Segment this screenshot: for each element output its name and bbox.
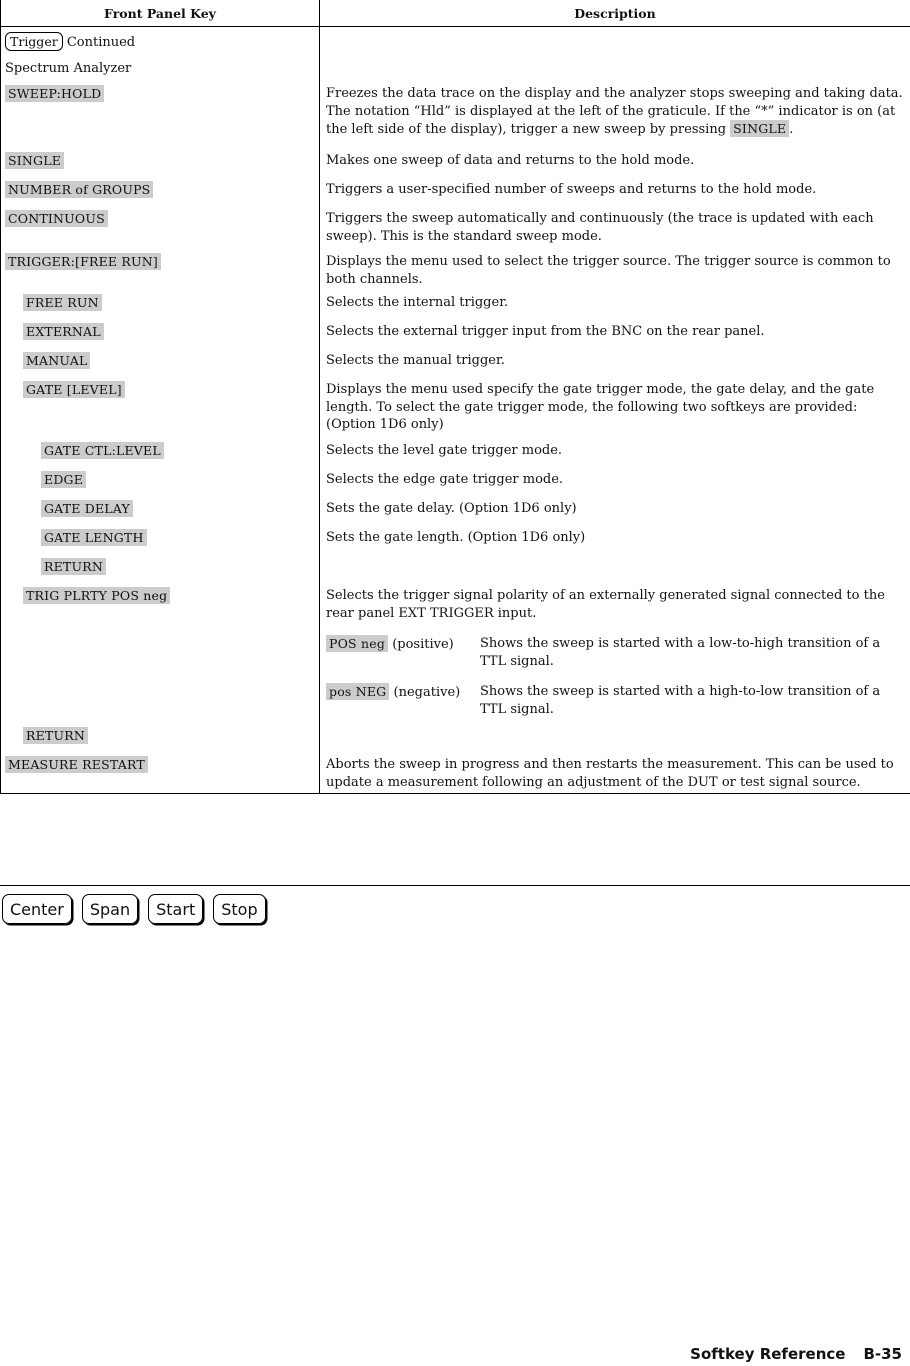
header-description: Description: [319, 0, 910, 26]
desc-sweep-hold: [326, 85, 906, 139]
softkey-number-of-groups[interactable]: NUMBER of GROUPS: [5, 181, 153, 198]
desc-gate-level: Displays the menu used specify the gate trigger mode, the gate delay, and the gate length. To select the gate trigger mode, the following two softkeys are provided: (Option 1D6 only): [326, 382, 875, 432]
desc-gate-ctl-level: Selects the level gate trigger mode.: [326, 443, 563, 458]
desc-single: Makes one sweep of data and returns to the hold mode.: [326, 153, 695, 168]
softkey-neg-pos[interactable]: pos NEG: [326, 683, 389, 700]
page-number: B-35: [863, 1345, 902, 1363]
key-column: [1, 27, 319, 793]
softkey-edge[interactable]: EDGE: [41, 471, 86, 488]
trigger-key-row: [5, 32, 135, 51]
desc-edge: Selects the edge gate trigger mode.: [326, 472, 564, 487]
softkey-pos-neg[interactable]: POS neg: [326, 635, 388, 652]
softkey-external[interactable]: EXTERNAL: [23, 323, 104, 340]
start-button[interactable]: Start: [148, 894, 203, 924]
softkey-return-outer[interactable]: RETURN: [23, 727, 88, 744]
softkey-gate-length[interactable]: GATE LENGTH: [41, 529, 147, 546]
desc-continuous: Triggers the sweep automatically and continuously (the trace is updated with each sweep). This is the standard sweep mode.: [326, 211, 874, 244]
table-header: [1, 0, 910, 27]
softkey-sweep-hold[interactable]: SWEEP:HOLD: [5, 85, 104, 102]
softkey-return-inner[interactable]: RETURN: [41, 558, 106, 575]
trigger-hardkey[interactable]: Trigger: [5, 32, 63, 51]
softkey-measure-restart[interactable]: MEASURE RESTART: [5, 756, 148, 773]
desc-sweep-hold-text: Freezes the data trace on the display and the analyzer stops sweeping and taking data. The notation “Hld” is displayed at the left of the graticule. If the “*” indicator is on (at the left side of the display), trigger a new sweep by pressing: [326, 86, 903, 137]
desc-sweep-hold-end: .: [789, 122, 794, 137]
header-front-panel-key: Front Panel Key: [104, 5, 216, 21]
desc-neg-pos: Shows the sweep is started with a high-to-low transition of a TTL signal.: [480, 684, 881, 717]
desc-gate-length: Sets the gate length. (Option 1D6 only): [326, 530, 586, 545]
continued-label: Continued: [66, 35, 136, 50]
desc-free-run: Selects the internal trigger.: [326, 295, 509, 310]
softkey-gate-ctl-level[interactable]: GATE CTL:LEVEL: [41, 442, 164, 459]
label-negative: (negative): [393, 685, 461, 700]
softkey-gate-delay[interactable]: GATE DELAY: [41, 500, 133, 517]
softkey-manual[interactable]: MANUAL: [23, 352, 90, 369]
softkey-trig-plrty[interactable]: TRIG PLRTY POS neg: [23, 587, 170, 604]
label-positive: (positive): [392, 637, 454, 652]
subrow-positive: [320, 635, 910, 675]
center-button[interactable]: Center: [2, 894, 72, 924]
desc-trig-plrty: Selects the trigger signal polarity of an externally generated signal connected to the rear panel EXT TRIGGER input.: [326, 588, 885, 621]
softkey-free-run[interactable]: FREE RUN: [23, 294, 102, 311]
desc-pos-neg: Shows the sweep is started with a low-to-high transition of a TTL signal.: [480, 636, 881, 669]
page-footer: [690, 1345, 902, 1363]
span-button[interactable]: Span: [82, 894, 138, 924]
subrow-negative: [320, 683, 910, 723]
desc-measure-restart: Aborts the sweep in progress and then restarts the measurement. This can be used to update a measurement following an adjustment of the DUT or test signal source.: [326, 757, 894, 790]
front-panel-buttons: [2, 894, 266, 924]
desc-manual: Selects the manual trigger.: [326, 353, 505, 368]
desc-trigger-free-run: Displays the menu used to select the trigger source. The trigger source is common to both channels.: [326, 254, 891, 287]
stop-button[interactable]: Stop: [213, 894, 265, 924]
softkey-continuous[interactable]: CONTINUOUS: [5, 210, 108, 227]
section-divider: [0, 885, 910, 886]
desc-gate-delay: Sets the gate delay. (Option 1D6 only): [326, 501, 577, 516]
desc-external: Selects the external trigger input from the BNC on the rear panel.: [326, 324, 765, 339]
desc-number-of-groups: Triggers a user-specified number of sweeps and returns to the hold mode.: [326, 182, 817, 197]
section-label: Spectrum Analyzer: [5, 61, 132, 76]
softkey-gate-level[interactable]: GATE [LEVEL]: [23, 381, 125, 398]
inline-softkey-single[interactable]: SINGLE: [730, 120, 789, 137]
softkey-single[interactable]: SINGLE: [5, 152, 64, 169]
softkey-trigger-free-run[interactable]: TRIGGER:[FREE RUN]: [5, 253, 161, 270]
description-column: [319, 27, 910, 793]
footer-section: Softkey Reference: [690, 1345, 846, 1363]
